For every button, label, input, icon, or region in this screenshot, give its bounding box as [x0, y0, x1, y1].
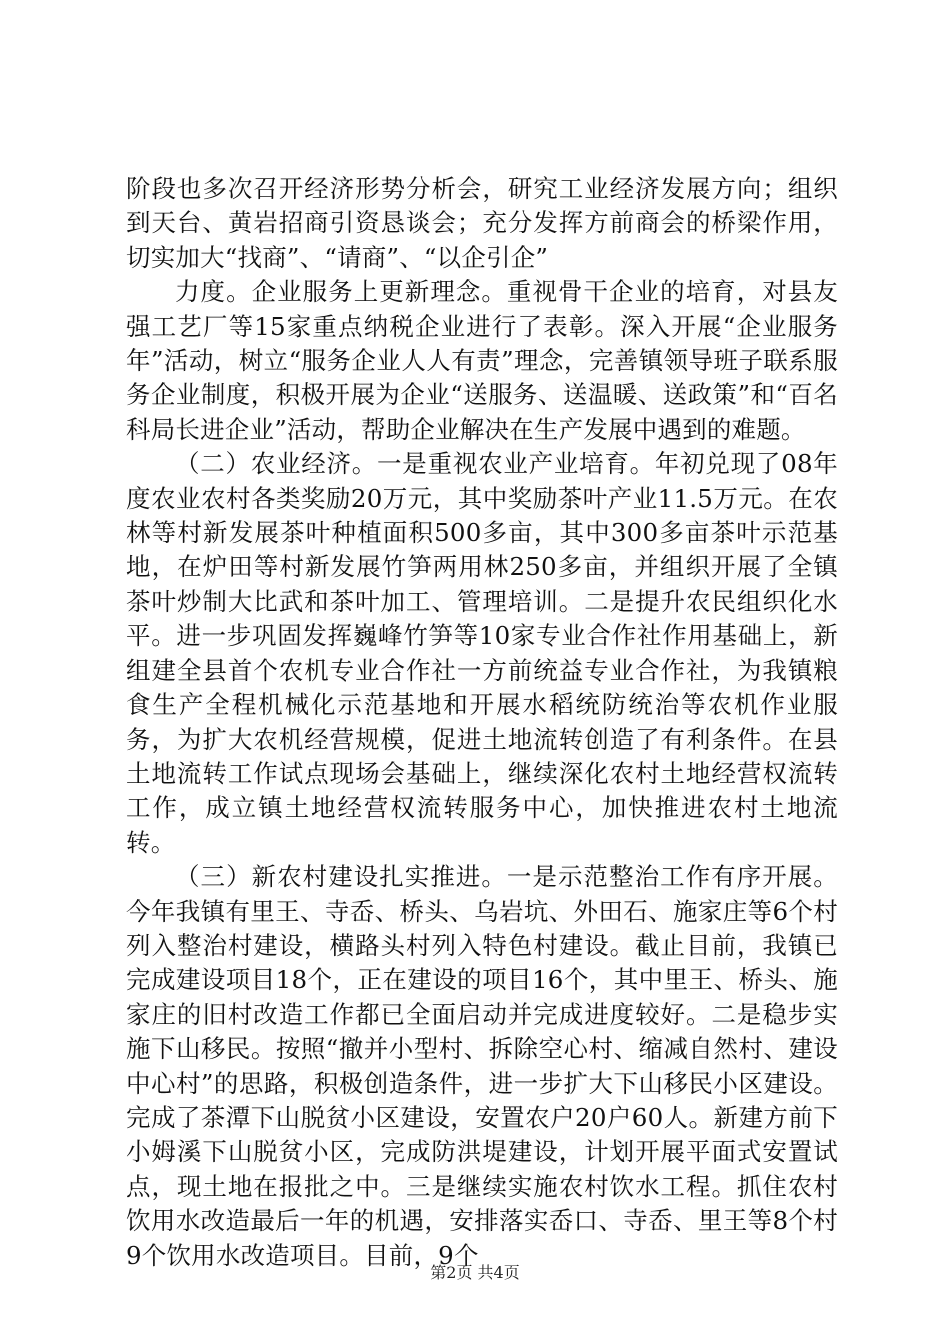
- paragraph-1: 阶段也多次召开经济形势分析会，研究工业经济发展方向；组织到天台、黄岩招商引资恳谈会；充分发挥方前商会的桥梁作用，切实加大“找商”、“请商”、“以企引企”: [126, 174, 838, 272]
- page-number-footer: 第2页 共4页: [430, 1263, 520, 1282]
- document-body: [126, 172, 838, 1273]
- paragraph-3: （二）农业经济。一是重视农业产业培育。年初兑现了08年度农业农村各类奖励20万元，其中奖励茶叶产业11.5万元。在农林等村新发展茶叶种植面积500多亩，其中300多亩茶叶示范基地，在炉田等村新发展竹笋两用林250多亩，并组织开展了全镇茶叶炒制大比武和茶叶加工、管理培训。二是提升农民组织化水平。进一步巩固发挥巍峰竹笋等10家专业合作社作用基础上，新组建全县首个农机专业合作社一方前统益专业合作社，为我镇粮食生产全程机械化示范基地和开展水稻统防统治等农机作业服务，为扩大农机经营规模，促进土地流转创造了有利条件。在县土地流转工作试点现场会基础上，继续深化农村土地经营权流转工作，成立镇土地经营权流转服务中心，加快推进农村土地流转。: [126, 449, 838, 857]
- paragraph-2: 力度。企业服务上更新理念。重视骨干企业的培育，对县友强工艺厂等15家重点纳税企业进行了表彰。深入开展“企业服务年”活动，树立“服务企业人人有责”理念，完善镇领导班子联系服务企业制度，积极开展为企业“送服务、送温暖、送政策”和“百名科局长进企业”活动，帮助企业解决在生产发展中遇到的难题。: [126, 277, 838, 444]
- paragraph-4: （三）新农村建设扎实推进。一是示范整治工作有序开展。今年我镇有里王、寺岙、桥头、乌岩坑、外田石、施家庄等6个村列入整治村建设，横路头村列入特色村建设。截止目前，我镇已完成建设项目18个，正在建设的项目16个，其中里王、桥头、施家庄的旧村改造工作都已全面启动并完成进度较好。二是稳步实施下山移民。按照“撤并小型村、拆除空心村、缩减自然村、建设中心村”的思路，积极创造条件，进一步扩大下山移民小区建设。完成了茶潭下山脱贫小区建设，安置农户20户60人。新建方前下小姆溪下山脱贫小区，完成防洪堤建设，计划开展平面式安置试点，现土地在报批之中。三是继续实施农村饮水工程。抓住农村饮用水改造最后一年的机遇，安排落实岙口、寺岙、里王等8个村9个饮用水改造项目。目前，9个: [126, 862, 838, 1270]
